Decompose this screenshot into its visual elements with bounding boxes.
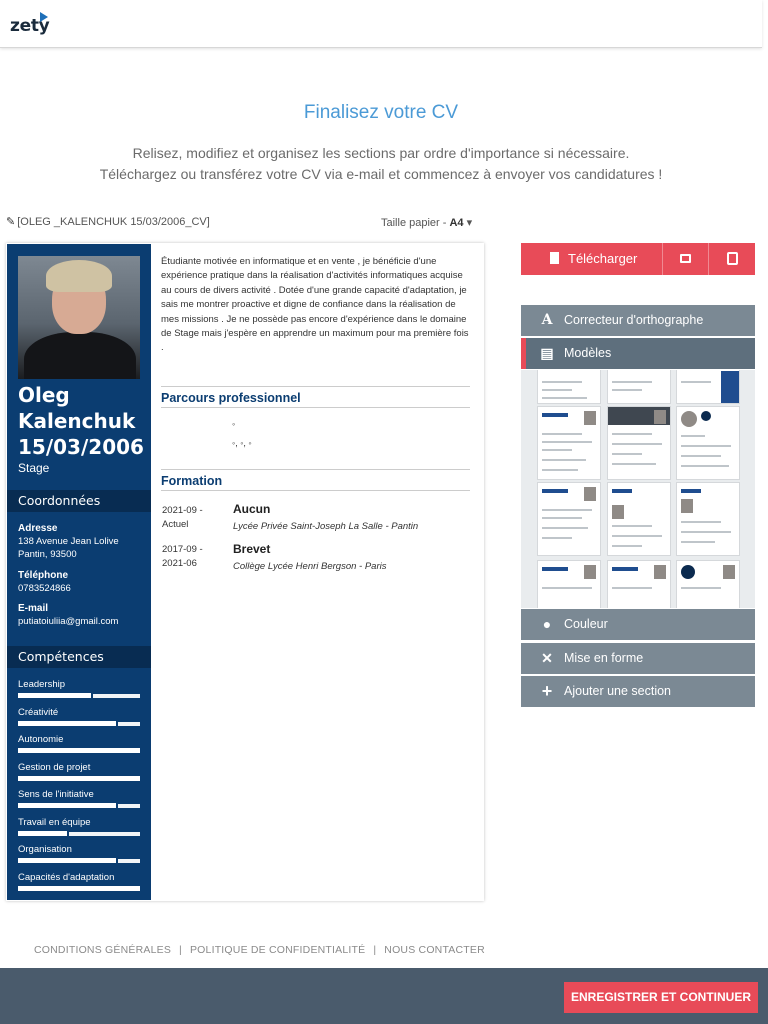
contact-link[interactable]: NOUS CONTACTER [384,944,485,956]
skill-label: Organisation [18,844,72,855]
resume-preview[interactable] [6,243,484,901]
skill-level-bar [18,858,140,863]
subtitle-line-2: Téléchargez ou transférez votre CV via e-mail et commencez à envoyer vos candidatures ! [99,166,663,182]
template-thumbnail[interactable] [537,370,601,404]
palette-icon: ● [542,616,552,632]
subtitle-line-1: Relisez, modifiez et organisez les sections par ordre d'importance si nécessaire. [132,145,630,161]
skill-level-rest [118,722,140,726]
paper-size-label: Taille papier - [381,217,450,229]
resume-summary: Étudiante motivée en informatique et en vente , je bénéficie d'une expérience pratique dans la réalisation d'activités informatiques acquise au cours de divers activité . Dotée d'une grande capacité d'adaptation, je sais me montrer proactive et digne de confiance dans la réalisation de mes missions . Je ne possède pas encore d'expérience dans le domaine de Stage mais j'espère en apprendre un maximum pour ma première fois . [161,256,469,354]
terms-link[interactable]: CONDITIONS GÉNÉRALES [34,944,172,956]
template-thumbnail[interactable] [676,406,740,480]
skill-label: Travail en équipe [18,816,91,828]
resume-content [161,255,472,356]
education-title: Aucun [233,502,271,516]
email-label: E-mail [18,603,49,614]
page-title: Finalisez votre CV [303,102,459,123]
skill-level-fill [18,748,140,753]
logo-arrow-icon [40,12,48,22]
template-thumbnail[interactable] [607,482,671,556]
spellcheck-icon: A [541,312,553,328]
skill-level-rest [93,694,140,698]
address-label: Adresse [18,523,58,534]
skill-item [18,817,140,836]
skill-level-fill [18,803,116,808]
template-thumbnail[interactable] [607,560,671,608]
experience-heading: Parcours professionnel [161,386,470,408]
template-thumbnail[interactable] [676,370,740,404]
skill-level-bar [18,721,140,726]
skill-level-fill [18,693,91,698]
skill-level-fill [18,886,140,891]
print-button[interactable] [662,243,708,275]
download-button[interactable] [521,243,662,275]
template-thumbnail[interactable] [537,406,601,480]
add-section-button[interactable] [521,676,755,707]
template-thumbnail[interactable] [676,482,740,556]
contact-address [18,522,119,561]
skill-level-bar [18,886,140,891]
resume-role: Stage [18,461,50,475]
privacy-link[interactable]: POLITIQUE DE CONFIDENTIALITÉ [189,944,366,956]
skill-item [18,707,140,726]
skill-level-fill [18,721,116,726]
skills-heading: Compétences [7,646,151,668]
resume-sidebar [7,244,151,900]
resume-filename[interactable] [6,215,210,228]
email-button[interactable] [708,243,755,275]
paper-size-selector[interactable] [381,216,472,229]
spell-check-label: Correcteur d'orthographe [564,313,704,327]
skill-level-bar [18,693,140,698]
skill-level-bar [18,831,140,836]
color-button[interactable] [521,609,755,640]
printer-icon [680,254,691,263]
skill-level-rest [69,832,140,836]
template-thumbnail[interactable] [607,370,671,404]
education-school: Lycée Privée Saint-Joseph La Salle - Pantin [233,521,419,532]
download-label: Télécharger [568,251,638,266]
skill-label: Autonomie [18,734,64,745]
skill-label: Sens de l'initiative [18,789,94,800]
skill-item [18,872,140,891]
add-section-label: Ajouter une section [564,684,672,698]
skill-label: Gestion de projet [18,761,91,773]
skill-item [18,734,140,753]
save-continue-button[interactable]: ENREGISTRER ET CONTINUER [564,982,758,1013]
education-heading: Formation [161,469,470,491]
skill-item [18,679,140,698]
magic-wand-icon: ✕ [541,650,553,666]
template-thumbnail[interactable] [537,560,601,608]
experience-bullets: ◦, ◦, ◦ [232,438,252,448]
skill-level-rest [118,804,140,808]
skill-level-fill [18,831,67,836]
skill-level-bar [18,803,140,808]
email-icon [727,252,738,265]
phone-label: Téléphone [18,570,69,581]
skill-item [18,762,140,781]
templates-button[interactable] [521,338,755,369]
skill-label: Capacités d'adaptation [18,871,115,883]
name-first: Oleg [18,383,70,407]
page-subtitle [0,143,762,185]
skill-level-bar [18,776,140,781]
document-icon: ▤ [540,345,554,361]
skill-level-fill [18,858,116,863]
skill-label: Créativité [18,706,59,718]
formatting-label: Mise en forme [564,651,644,665]
contact-heading: Coordonnées [7,490,151,512]
education-date: 2017-09 - 2021-06 [162,544,203,569]
skill-level-fill [18,776,140,781]
address-line-1: 138 Avenue Jean Lolive [18,536,119,547]
template-gallery [521,370,755,608]
contact-phone [18,569,71,595]
color-label: Couleur [564,617,608,631]
education-school: Collège Lycée Henri Bergson - Paris [233,561,387,572]
plus-icon: + [541,681,553,701]
name-date: 15/03/2006 [18,435,144,459]
name-last: Kalenchuk [18,409,136,433]
experience-bullet: ◦ [232,419,236,429]
skill-item [18,789,140,808]
contact-email [18,602,118,628]
address-line-2: Pantin, 93500 [18,549,77,560]
top-bar [0,0,762,48]
file-download-icon [550,252,559,264]
skill-label: Leadership [18,679,66,690]
email-value: putiatoiuliia@gmail.com [18,616,119,627]
education-title: Brevet [233,542,271,556]
zety-logo[interactable]: zety [10,16,50,36]
template-thumbnail[interactable] [607,406,671,480]
skill-item [18,844,140,863]
footer-links: CONDITIONS GÉNÉRALES | POLITIQUE DE CONFIDENTIALITÉ | NOUS CONTACTER [34,944,485,956]
skill-level-bar [18,748,140,753]
resume-name [18,382,144,460]
skill-level-rest [118,859,140,863]
chevron-down-icon[interactable]: ▾ [463,217,473,229]
education-date: 2021-09 - Actuel [162,505,203,530]
filename-text[interactable]: [OLEG _KALENCHUK 15/03/2006_CV] [17,216,210,228]
formatting-button[interactable] [521,643,755,674]
templates-label: Modèles [564,346,612,360]
phone-value: 0783524866 [18,583,71,594]
template-thumbnail[interactable] [537,482,601,556]
template-thumbnail[interactable] [676,560,740,608]
pencil-icon[interactable]: ✎ [6,216,16,228]
action-buttons [521,243,755,275]
paper-size-value[interactable]: A4 [449,217,464,229]
spell-check-button[interactable] [521,305,755,336]
profile-photo [18,256,140,379]
